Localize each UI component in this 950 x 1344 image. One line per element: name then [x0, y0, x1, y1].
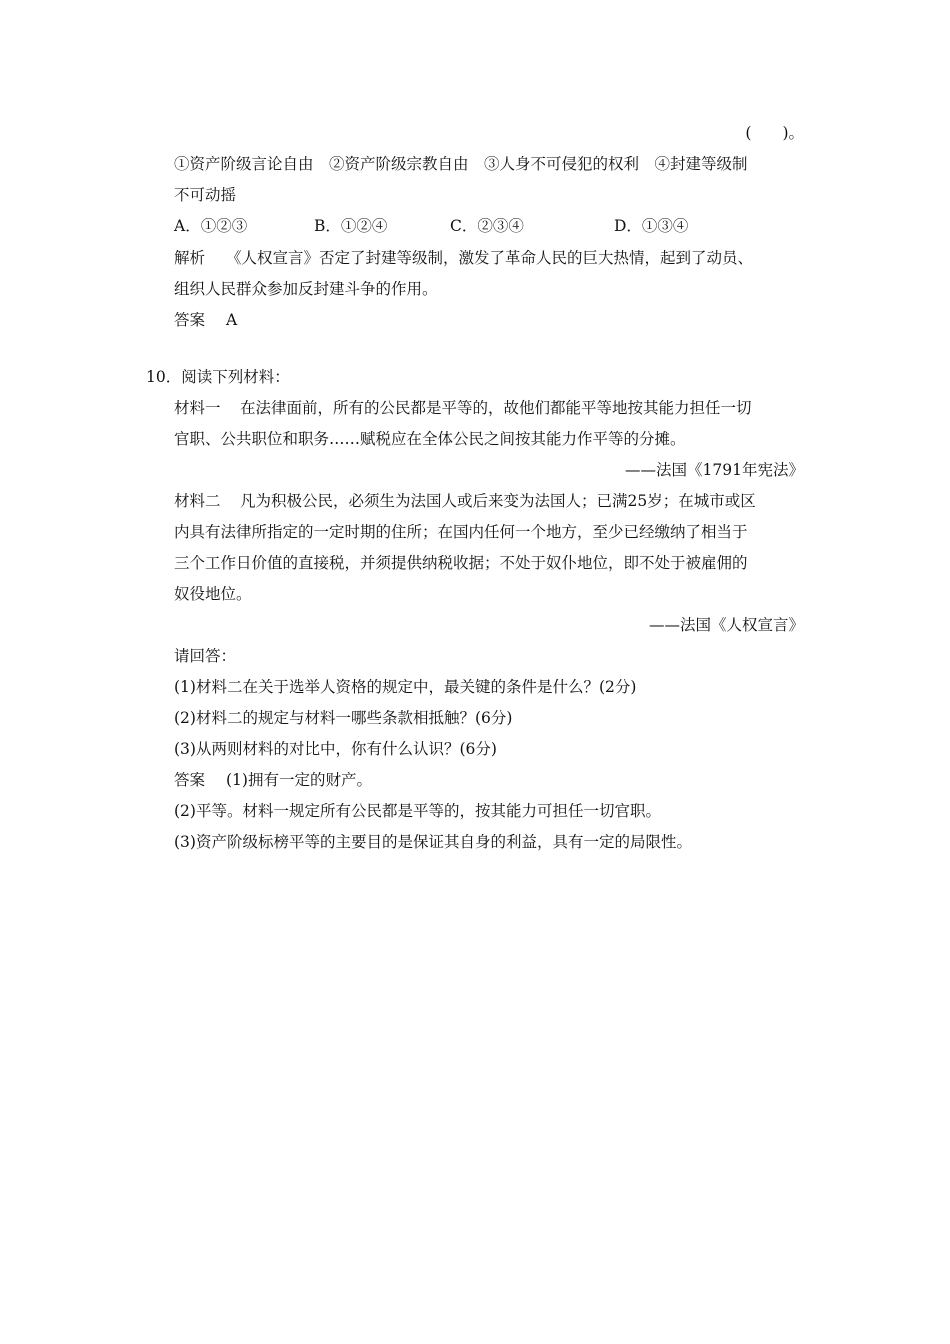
answer-label: 答案	[174, 311, 206, 329]
material2-line-4: 奴役地位。	[174, 585, 252, 603]
q9-analysis-line-2: 组织人民群众参加反封建斗争的作用。	[174, 280, 438, 298]
q10-prompt: 请回答：	[174, 647, 237, 665]
q10-answer-line-1	[174, 770, 372, 790]
q9-option-d: D．①③④	[614, 217, 689, 235]
q10-answer-2: (2)平等。材料一规定所有公民都是平等的，按其能力可担任一切官职。	[174, 802, 661, 820]
material2-line-2: 内具有法律所指定的一定时期的住所；在国内任何一个地方，至少已经缴纳了相当于	[174, 523, 748, 541]
q10-answer-3: (3)资产阶级标榜平等的主要目的是保证其自身的利益，具有一定的局限性。	[174, 833, 692, 851]
q10-stem: 10．阅读下列材料：	[146, 368, 290, 386]
material2-label: 材料二	[174, 492, 221, 510]
material2-source: ——法国《人权宣言》	[648, 616, 804, 634]
material1-source: ——法国《1791年宪法》	[625, 461, 804, 479]
q9-statements-line-1: ①资产阶级言论自由 ②资产阶级宗教自由 ③人身不可侵犯的权利 ④封建等级制	[174, 155, 748, 173]
material1-label: 材料一	[174, 399, 221, 417]
q9-analysis-line-1	[174, 248, 753, 268]
material2-line-1	[174, 491, 756, 511]
q10-question-3: (3)从两则材料的对比中，你有什么认识？(6分)	[174, 740, 497, 758]
material2-text-1: 凡为积极公民，必须生为法国人或后来变为法国人；已满25岁；在城市或区	[240, 492, 756, 510]
material1-line-2: 官职、公共职位和职务……赋税应在全体公民之间按其能力作平等的分摊。	[174, 430, 686, 448]
analysis-text-1: 《人权宣言》否定了封建等级制，激发了革命人民的巨大热情，起到了动员、	[226, 249, 754, 267]
q10-question-1: (1)材料二在关于选举人资格的规定中，最关键的条件是什么？(2分)	[174, 678, 637, 696]
material2-line-3: 三个工作日价值的直接税，并须提供纳税收据；不处于奴仆地位，即不处于被雇佣的	[174, 554, 748, 572]
q9-option-a: A．①②③	[174, 217, 248, 235]
answer-value: A	[226, 311, 238, 329]
material1-text-1: 在法律面前，所有的公民都是平等的，故他们都能平等地按其能力担任一切	[240, 399, 752, 417]
q10-answer-1: (1)拥有一定的财产。	[226, 771, 372, 789]
q9-answer	[174, 310, 237, 330]
q10-question-2: (2)材料二的规定与材料一哪些条款相抵触？(6分)	[174, 709, 513, 727]
analysis-label: 解析	[174, 249, 206, 267]
q10-answer-label: 答案	[174, 771, 206, 789]
answer-bracket: ( )。	[745, 124, 804, 142]
q9-option-b: B．①②④	[314, 217, 388, 235]
material1-line-1	[174, 398, 752, 418]
q9-option-c: C．②③④	[450, 217, 524, 235]
q9-statements-line-2: 不可动摇	[174, 186, 237, 204]
